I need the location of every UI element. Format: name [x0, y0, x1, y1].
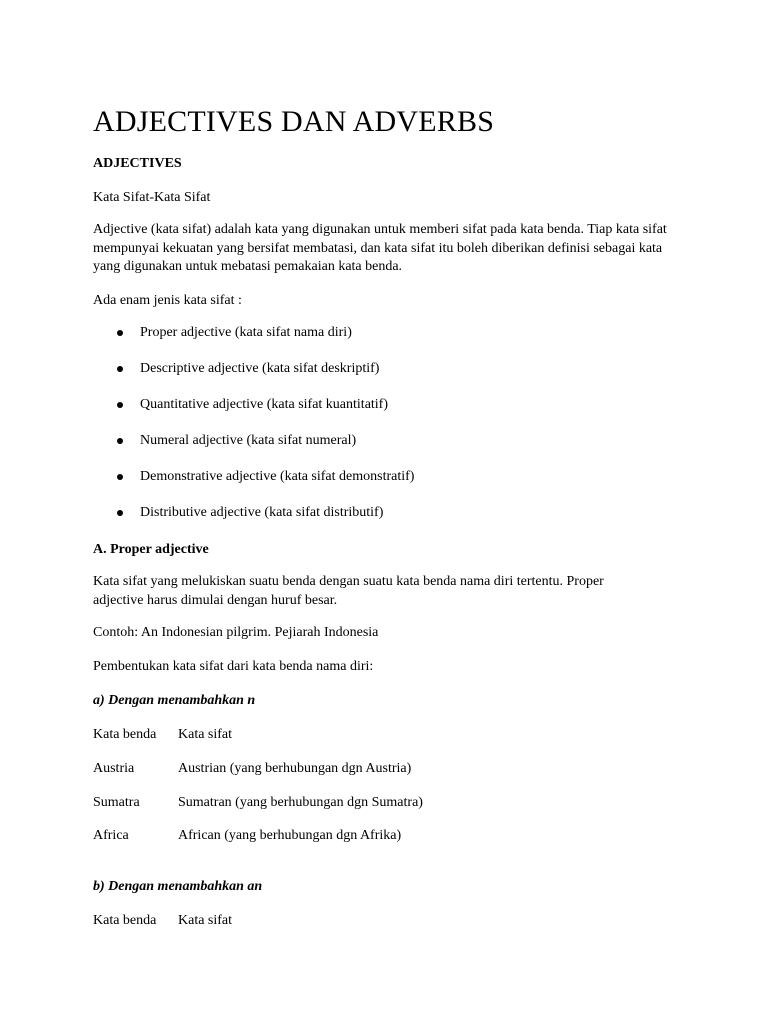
table-cell-noun: Austria [93, 761, 135, 776]
types-intro: Ada enam jenis kata sifat : [93, 293, 242, 308]
table-header-noun: Kata benda [93, 913, 157, 928]
list-item-label: Quantitative adjective (kata sifat kuantitatif) [140, 397, 389, 412]
bullet-icon [117, 438, 123, 444]
section-heading-adjectives: ADJECTIVES [93, 156, 182, 171]
section-a-formation: Pembentukan kata sifat dari kata benda nama diri: [93, 659, 374, 674]
document-title: ADJECTIVES DAN ADVERBS [93, 105, 495, 138]
table-header-noun: Kata benda [93, 727, 157, 742]
intro-paragraph: Adjective (kata sifat) adalah kata yang digunakan untuk memberi sifat pada kata benda. Tiap kata sifat mempunyai kekuatan yang bersifat membatasi, dan kata sifat itu boleh diberikan definisi sebagai kata yang digunakan untuk mebatasi pemakaian kata benda. [93, 222, 667, 274]
section-a-heading: A. Proper adjective [93, 542, 209, 557]
subtitle: Kata Sifat-Kata Sifat [93, 190, 211, 205]
table-header-adjective: Kata sifat [178, 913, 233, 928]
list-item-label: Numeral adjective (kata sifat numeral) [140, 433, 357, 448]
bullet-icon [117, 510, 123, 516]
table-cell-noun: Africa [93, 828, 129, 843]
subsection-a-heading: a) Dengan menambahkan n [93, 693, 256, 708]
section-a-paragraph: Kata sifat yang melukiskan suatu benda dengan suatu kata benda nama diri tertentu. Proper adjective harus dimulai dengan huruf besar. [93, 574, 604, 608]
bullet-icon [117, 366, 123, 372]
table-cell-adjective: African (yang berhubungan dgn Afrika) [178, 828, 402, 843]
table-cell-noun: Sumatra [93, 795, 140, 810]
table-cell-adjective: Sumatran (yang berhubungan dgn Sumatra) [178, 795, 423, 810]
table-cell-adjective: Austrian (yang berhubungan dgn Austria) [178, 761, 412, 776]
section-a-example: Contoh: An Indonesian pilgrim. Pejiarah Indonesia [93, 625, 379, 640]
subsection-b-heading: b) Dengan menambahkan an [93, 879, 263, 894]
list-item-label: Descriptive adjective (kata sifat deskriptif) [140, 361, 380, 376]
list-item-label: Distributive adjective (kata sifat distributif) [140, 505, 384, 520]
table-header-adjective: Kata sifat [178, 727, 233, 742]
bullet-icon [117, 330, 123, 336]
list-item-label: Proper adjective (kata sifat nama diri) [140, 325, 352, 340]
list-item-label: Demonstrative adjective (kata sifat demonstratif) [140, 469, 415, 484]
bullet-icon [117, 474, 123, 480]
bullet-icon [117, 402, 123, 408]
